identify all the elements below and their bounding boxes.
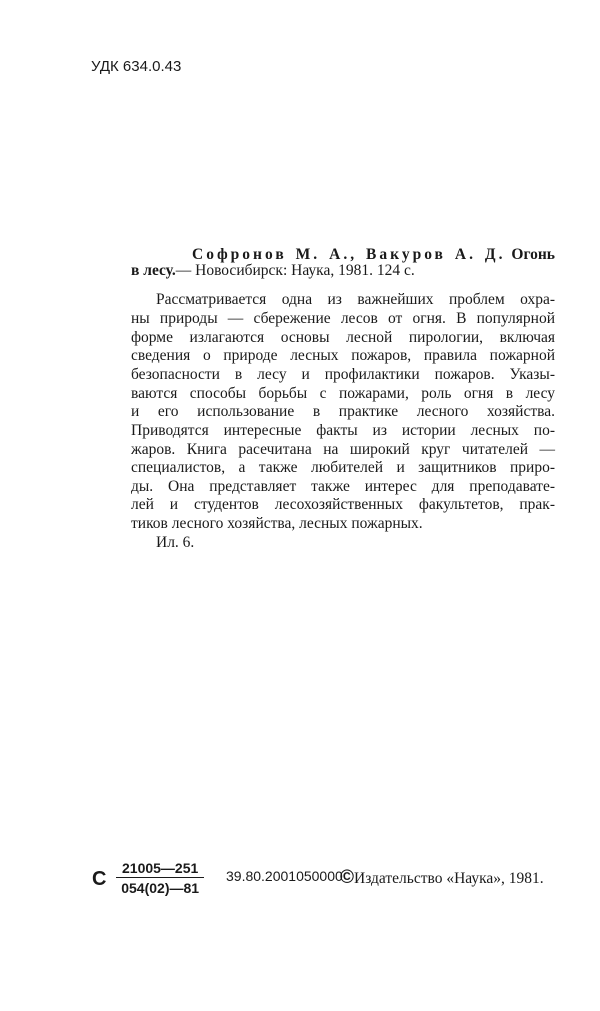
copyright bbox=[340, 867, 544, 889]
publication-footer bbox=[92, 858, 572, 902]
authors: Софронов М. А., Вакуров А. Д. bbox=[192, 246, 506, 263]
abstract-line: тиков лесного хозяйства, лесных пожарных. bbox=[131, 515, 423, 532]
bibliography-imprint bbox=[131, 262, 415, 280]
abstract-line: сведения о природе лесных пожаров, правила пожарной bbox=[131, 347, 555, 364]
abstract-line: и его использование в практике лесного хозяйства. bbox=[131, 403, 555, 420]
copyright-icon: © bbox=[340, 867, 354, 888]
index-fraction bbox=[116, 860, 204, 896]
abstract-line: Рассматривается одна из важнейших проблем охра- bbox=[156, 291, 555, 308]
abstract-line: ваются способы борьбы с пожарами, роль огня в лесу bbox=[131, 385, 555, 402]
illustrations-count: Ил. 6. bbox=[156, 534, 195, 551]
abstract-line: ны природы — сбережение лесов от огня. В популярной bbox=[131, 310, 555, 327]
imprint: — Новосибирск: Наука, 1981. 124 с. bbox=[175, 262, 415, 279]
udk-code: УДК 634.0.43 bbox=[91, 58, 182, 75]
abstract-line: лей и студентов лесохозяйственных факультетов, прак- bbox=[131, 496, 555, 513]
abstract-line: специалистов, а также любителей и защитников приро- bbox=[131, 459, 555, 476]
title-end: в лесу. bbox=[131, 262, 176, 279]
fraction-numerator: 21005—251 bbox=[116, 860, 204, 878]
publisher: Издательство «Наука», 1981. bbox=[354, 870, 544, 887]
abstract-line: жаров. Книга расечитана на широкий круг читателей — bbox=[131, 441, 555, 458]
classification-code: 39.80.2001050000 bbox=[226, 868, 343, 884]
abstract-line: ды. Она представляет также интерес для преподавате- bbox=[131, 478, 555, 495]
abstract-line: безопасности в лесу и профилактики пожаров. Указы- bbox=[131, 366, 555, 383]
abstract-line: Приводятся интересные факты из истории лесных по- bbox=[131, 422, 555, 439]
abstract-line: форме излагаются основы лесной пирологии, включая bbox=[131, 329, 555, 346]
title-start: Огонь bbox=[511, 246, 556, 263]
index-letter: С bbox=[92, 868, 107, 890]
fraction-denominator: 054(02)—81 bbox=[121, 880, 200, 896]
